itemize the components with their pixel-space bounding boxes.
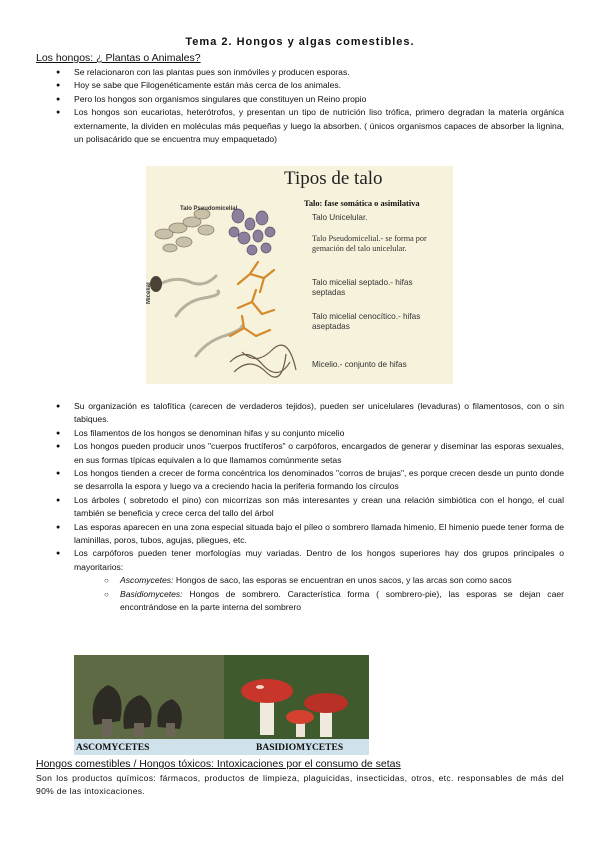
bullet-list-top xyxy=(36,66,564,146)
sub-list-item xyxy=(74,574,564,587)
figure-item-cenocitico: Talo micelial cenocítico.- hifas aseptadas xyxy=(312,312,421,331)
section-heading-hongos: Los hongos: ¿ Plantas o Animales? xyxy=(36,52,201,64)
term-ascomycetes: Ascomycetes: xyxy=(120,575,174,586)
list-item: ● Su organización es talofítica (carecen de verdaderos tejidos), pueden ser unicelulares (levaduras) o filamentosos, con o sin tabiques. xyxy=(36,400,564,427)
sub-list-text: Hongos de sombrero. Característica forma ( sombrero-pie), las esporas se dejan caer encontrándose en la parte interna del sombrero xyxy=(120,588,564,613)
section-heading-intoxicaciones: Hongos comestibles / Hongos tóxicos: Intoxicaciones por el consumo de setas xyxy=(36,758,401,770)
list-item: ● Los hongos pueden producir unos "cuerpos fructíferos" o carpóforos, encargados de generar y diseminar las esporas sexuales, en sus formas típicas equivalen a lo que llamamos comúnmente setas xyxy=(36,440,564,467)
list-item: ● Los hongos son eucariotas, heterótrofos, y presentan un tipo de nutrición liso trófica, primero degradan la materia orgánica externamente, la dividen en moléculas más pequeñas y luego la absorben. ( únicos organismos capaces de absorber la lignina, un polisacárido que se encuentra muy empaquetado) xyxy=(36,106,564,146)
list-item: ● Se relacionaron con las plantas pues son inmóviles y producen esporas. xyxy=(36,66,564,79)
document-title: Tema 2. Hongos y algas comestibles. xyxy=(185,36,415,48)
figure-item-micelio: Micelio.- conjunto de hifas xyxy=(312,360,407,369)
list-item: ● Los hongos tienden a crecer de forma concéntrica los denominados "corros de brujas", es porque crecen desde un punto donde se desarrolla la espora y luego va a creciendo hacia la periferia formando los círculos xyxy=(36,467,564,494)
figure-item-unicelular: Talo Unicelular. xyxy=(312,213,368,222)
figure-title: Tipos de talo xyxy=(284,168,383,189)
list-item xyxy=(36,547,564,614)
term-basidiomycetes: Basidiomycetes: xyxy=(120,588,183,599)
sub-list-text: Hongos de saco, las esporas se encuentran en unos sacos, y las arcas son como sacos xyxy=(173,575,512,586)
figure-item-septado: Talo micelial septado.- hifas septadas xyxy=(312,278,413,297)
sub-list-item xyxy=(74,588,564,615)
intoxicaciones-paragraph: Son los productos químicos: fármacos, productos de limpieza, plaguicidas, insecticidas, otros, etc. responsables de más del 90% de las intoxicaciones. xyxy=(36,773,564,797)
sub-bullet-list xyxy=(74,574,564,614)
list-item: ● Hoy se sabe que Filogenéticamente están más cerca de los animales. xyxy=(36,79,564,92)
tipos-de-talo-figure xyxy=(146,166,453,384)
caption-basidiomycetes: BASIDIOMYCETES xyxy=(256,743,344,753)
figure-subtitle: Talo: fase somática o asimilativa xyxy=(304,199,420,208)
list-item: ● Pero los hongos son organismos singulares que constituyen un Reino propio xyxy=(36,93,564,106)
label-micelial: Micelial xyxy=(146,282,152,304)
list-item: ● Las esporas aparecen en una zona especial situada bajo el píleo o sombrero llamada himenio. El himenio puede tener forma de laminillas, poros, tubos, agujas, pliegues, etc. xyxy=(36,521,564,548)
list-item: ● Los árboles ( sobretodo el pino) con micorrizas son más interesantes y crean una relación simbiótica con el hongo, el cual también se beneficia y crece cerca del tallo del árbol xyxy=(36,494,564,521)
label-talo-pseudomicelial: Talo Pseudomicelial xyxy=(180,206,238,212)
list-item: ● Los filamentos de los hongos se denominan hifas y su conjunto micelio xyxy=(36,427,564,440)
caption-ascomycetes: ASCOMYCETES xyxy=(76,743,150,753)
figure-item-pseudomicelial: Talo Pseudomicelial.- se forma por gemación del talo unicelular. xyxy=(312,234,427,253)
bullet-list-mid xyxy=(36,400,564,615)
list-item-text: Los carpóforos pueden tener morfologías muy variadas. Dentro de los hongos superiores hay dos grupos principales o mayoritarios: xyxy=(74,548,564,572)
mushroom-photo-figure xyxy=(74,655,369,755)
mushroom-photo xyxy=(74,655,369,755)
